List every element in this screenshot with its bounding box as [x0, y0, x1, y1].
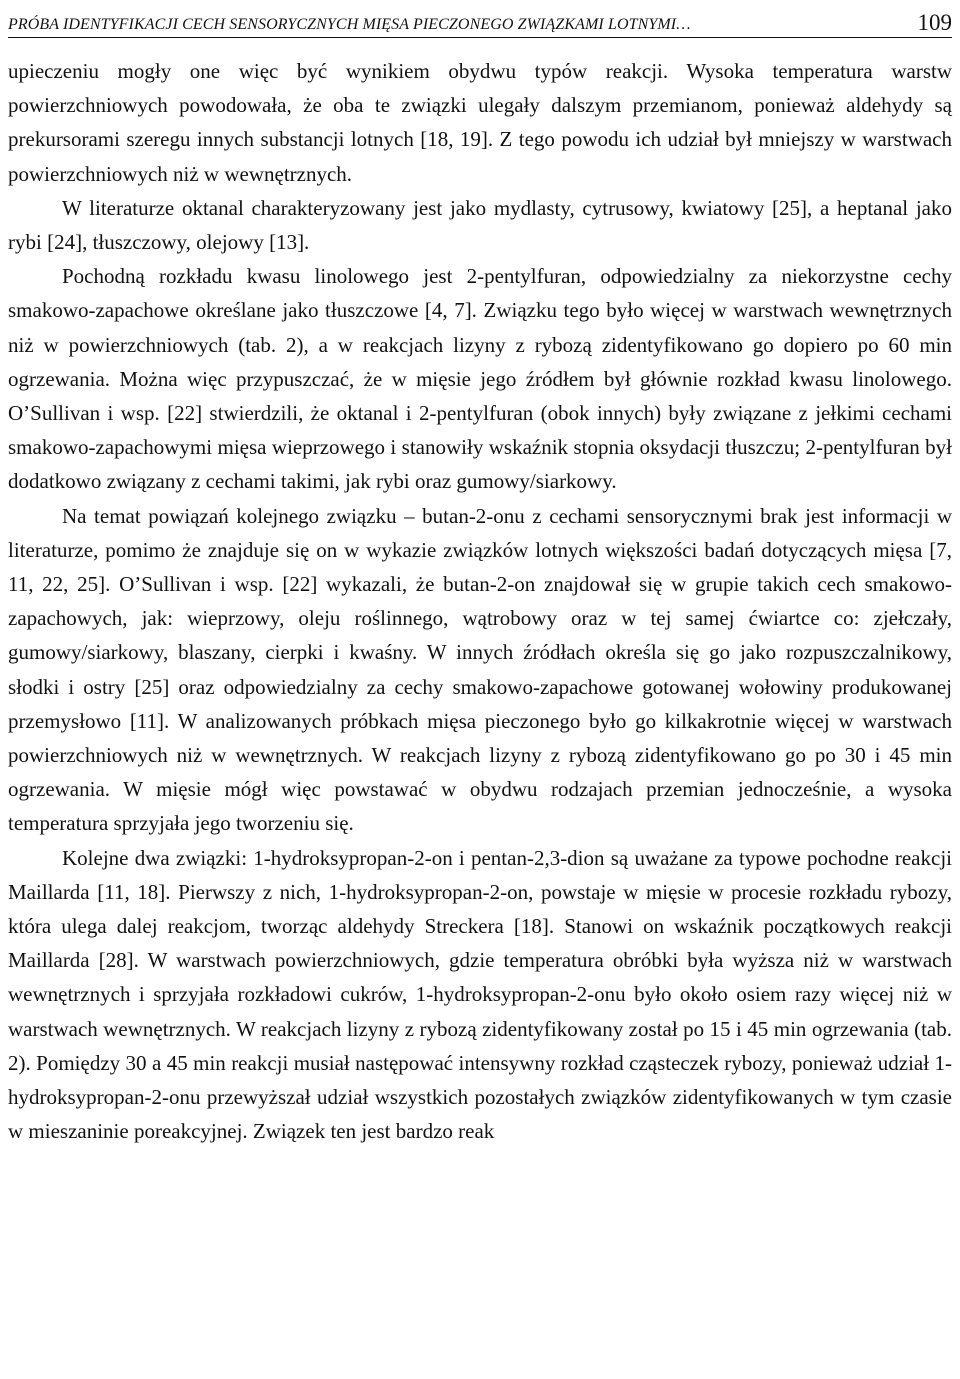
paragraph-continuation: upieczeniu mogły one więc być wynikiem obydwu typów reakcji. Wysoka temperatura warstw powierzchniowych powodowała, że oba te związki ulegały dalszym przemianom, ponieważ aldehydy są prekursorami szeregu innych substancji lotnych [18, 19]. Z tego powodu ich udział był mniejszy w warstwach powierzchniowych niż w wewnętrznych.	[8, 59, 952, 186]
paragraph: Na temat powiązań kolejnego związku – butan-2-onu z cechami sensorycznymi brak jest informacji w literaturze, pomimo że znajduje się on w wykazie związków lotnych większości badań dotyczących mięsa [7, 11, 22, 25]. O’Sullivan i wsp. [22] wykazali, że butan-2-on znajdował się w grupie takich cech smakowo-zapachowych, jak: wieprzowy, oleju roślinnego, wątrobowy oraz w tej samej ćwiartce co: zjełczały, gumowy/siarkowy, blaszany, cierpki i kwaśny. W innych źródłach określa się go jako rozpuszczalnikowy, słodki i ostry [25] oraz odpowiedzialny za cechy smakowo-zapachowe gotowanej wołowiny produkowanej przemysłowo [11]. W analizowanych próbkach mięsa pieczonego było go kilkakrotnie więcej w warstwach powierzchniowych niż w wewnętrznych. W reakcjach lizyny z rybozą zidentyfikowano go po 30 i 45 min ogrzewania. W mięsie mógł więc powstawać w obydwu rodzajach przemian jednocześnie, a wysoka temperatura sprzyjała jego tworzeniu się.	[8, 503, 952, 836]
page-number: 109	[917, 10, 952, 35]
paragraph: Kolejne dwa związki: 1-hydroksypropan-2-on i pentan-2,3-dion są uważane za typowe pochodne reakcji Maillarda [11, 18]. Pierwszy z nich, 1-hydroksypropan-2-on, powstaje w mięsie w procesie rozkładu rybozy, która ulega dalej reakcjom, tworząc aldehydy Streckera [18]. Stanowi on wskaźnik początkowych reakcji Maillarda [28]. W warstwach powierzchniowych, gdzie temperatura obróbki była wyższa niż w warstwach wewnętrznych i sprzyjała rozkładowi cukrów, 1-hydroksypropan-2-onu było około osiem razy więcej niż w warstwach wewnętrznych. W reakcjach lizyny z rybozą zidentyfikowany został po 15 i 45 min ogrzewania (tab. 2). Pomiędzy 30 a 45 min reakcji musiał następować intensywny rozkład cząsteczek rybozy, ponieważ udział 1-hydroksypropan-2-onu przewyższał udział wszystkich pozostałych związków zidentyfikowanych w tym czasie w mieszaninie poreakcyjnej. Związek ten jest bardzo reak	[8, 845, 952, 1144]
header-rule	[8, 37, 952, 38]
running-header	[8, 4, 952, 34]
paragraph: Pochodną rozkładu kwasu linolowego jest 2-pentylfuran, odpowiedzialny za niekorzystne cechy smakowo-zapachowe określane jako tłuszczowe [4, 7]. Związku tego było więcej w warstwach wewnętrznych niż w powierzchniowych (tab. 2), a w reakcjach lizyny z rybozą zidentyfikowano go dopiero po 60 min ogrzewania. Można więc przypuszczać, że w mięsie jego źródłem był głównie rozkład kwasu linolowego. O’Sullivan i wsp. [22] stwierdzili, że oktanal i 2-pentylfuran (obok innych) były związane z jełkimi cechami smakowo-zapachowymi mięsa wieprzowego i stanowiły wskaźnik stopnia oksydacji tłuszczu; 2-pentylfuran był dodatkowo związany z cechami takimi, jak rybi oraz gumowy/siarkowy.	[8, 264, 952, 494]
running-title: PRÓBA IDENTYFIKACJI CECH SENSORYCZNYCH MIĘSA PIECZONEGO ZWIĄZKAMI LOTNYMI…	[8, 16, 691, 33]
paragraph: W literaturze oktanal charakteryzowany jest jako mydlasty, cytrusowy, kwiatowy [25], a heptanal jako rybi [24], tłuszczowy, olejowy [13].	[8, 195, 952, 255]
body-text	[8, 54, 952, 1149]
